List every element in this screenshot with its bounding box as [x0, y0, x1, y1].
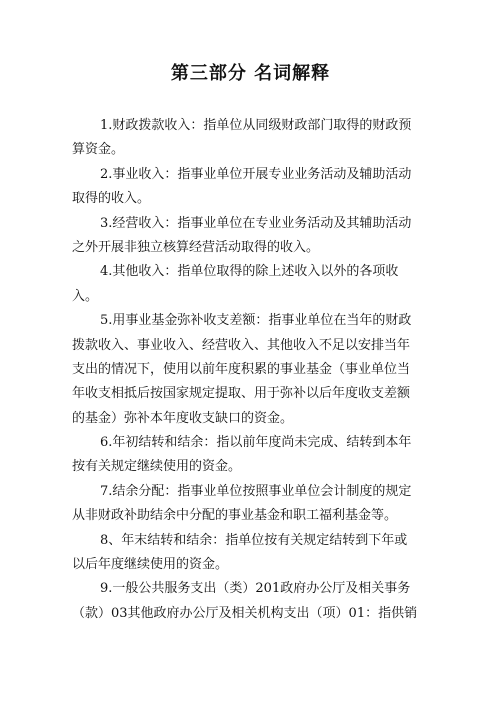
- term-5-line-1: 5.用事业基金弥补收支差额：指事业单位在当年的财政: [100, 313, 412, 329]
- term-2-line-2: 取得的收入。: [72, 191, 151, 207]
- term-9-line-1: 9.一般公共服务支出（类）201政府办公厅及相关事务: [100, 581, 411, 597]
- term-2-line-1: 2.事业收入：指事业单位开展专业业务活动及辅助活动: [100, 166, 412, 182]
- term-1-line-2: 算资金。: [72, 142, 125, 158]
- term-5-line-4: 年收支相抵后按国家规定提取、用于弥补以后年度收支差额: [72, 386, 411, 402]
- page-title: 第三部分 名词解释: [170, 63, 331, 84]
- term-3-line-2: 之外开展非独立核算经营活动取得的收入。: [72, 239, 320, 255]
- term-8-line-2: 以后年度继续使用的资金。: [72, 557, 229, 573]
- term-7-line-2: 从非财政补助结余中分配的事业基金和职工福利基金等。: [72, 508, 398, 524]
- term-5-line-3: 支出的情况下，使用以前年度积累的事业基金（事业单位当: [72, 361, 411, 377]
- term-6-line-1: 6.年初结转和结余：指以前年度尚未完成、结转到本年: [100, 435, 412, 451]
- term-5-line-5: 的基金）弥补本年度收支缺口的资金。: [72, 410, 294, 426]
- term-9-line-2: （款）03其他政府办公厅及相关机构支出（项）01：指供销: [72, 605, 418, 621]
- term-4-line-1: 4.其他收入：指单位取得的除上述收入以外的各项收: [100, 264, 399, 280]
- term-6-line-2: 按有关规定继续使用的资金。: [72, 459, 242, 475]
- term-1-line-1: 1.财政拨款收入：指单位从同级财政部门取得的财政预: [100, 118, 412, 133]
- term-3-line-1: 3.经营收入：指事业单位在专业业务活动及其辅助活动: [100, 215, 412, 231]
- term-5-line-2: 拨款收入、事业收入、经营收入、其他收入不足以安排当年: [72, 337, 411, 353]
- term-7-line-1: 7.结余分配：指事业单位按照事业单位会计制度的规定: [100, 483, 412, 499]
- term-4-line-2: 入。: [72, 288, 99, 304]
- term-8-line-1: 8、年末结转和结余：指单位按有关规定结转到下年或: [100, 532, 408, 548]
- document-body: [72, 114, 434, 626]
